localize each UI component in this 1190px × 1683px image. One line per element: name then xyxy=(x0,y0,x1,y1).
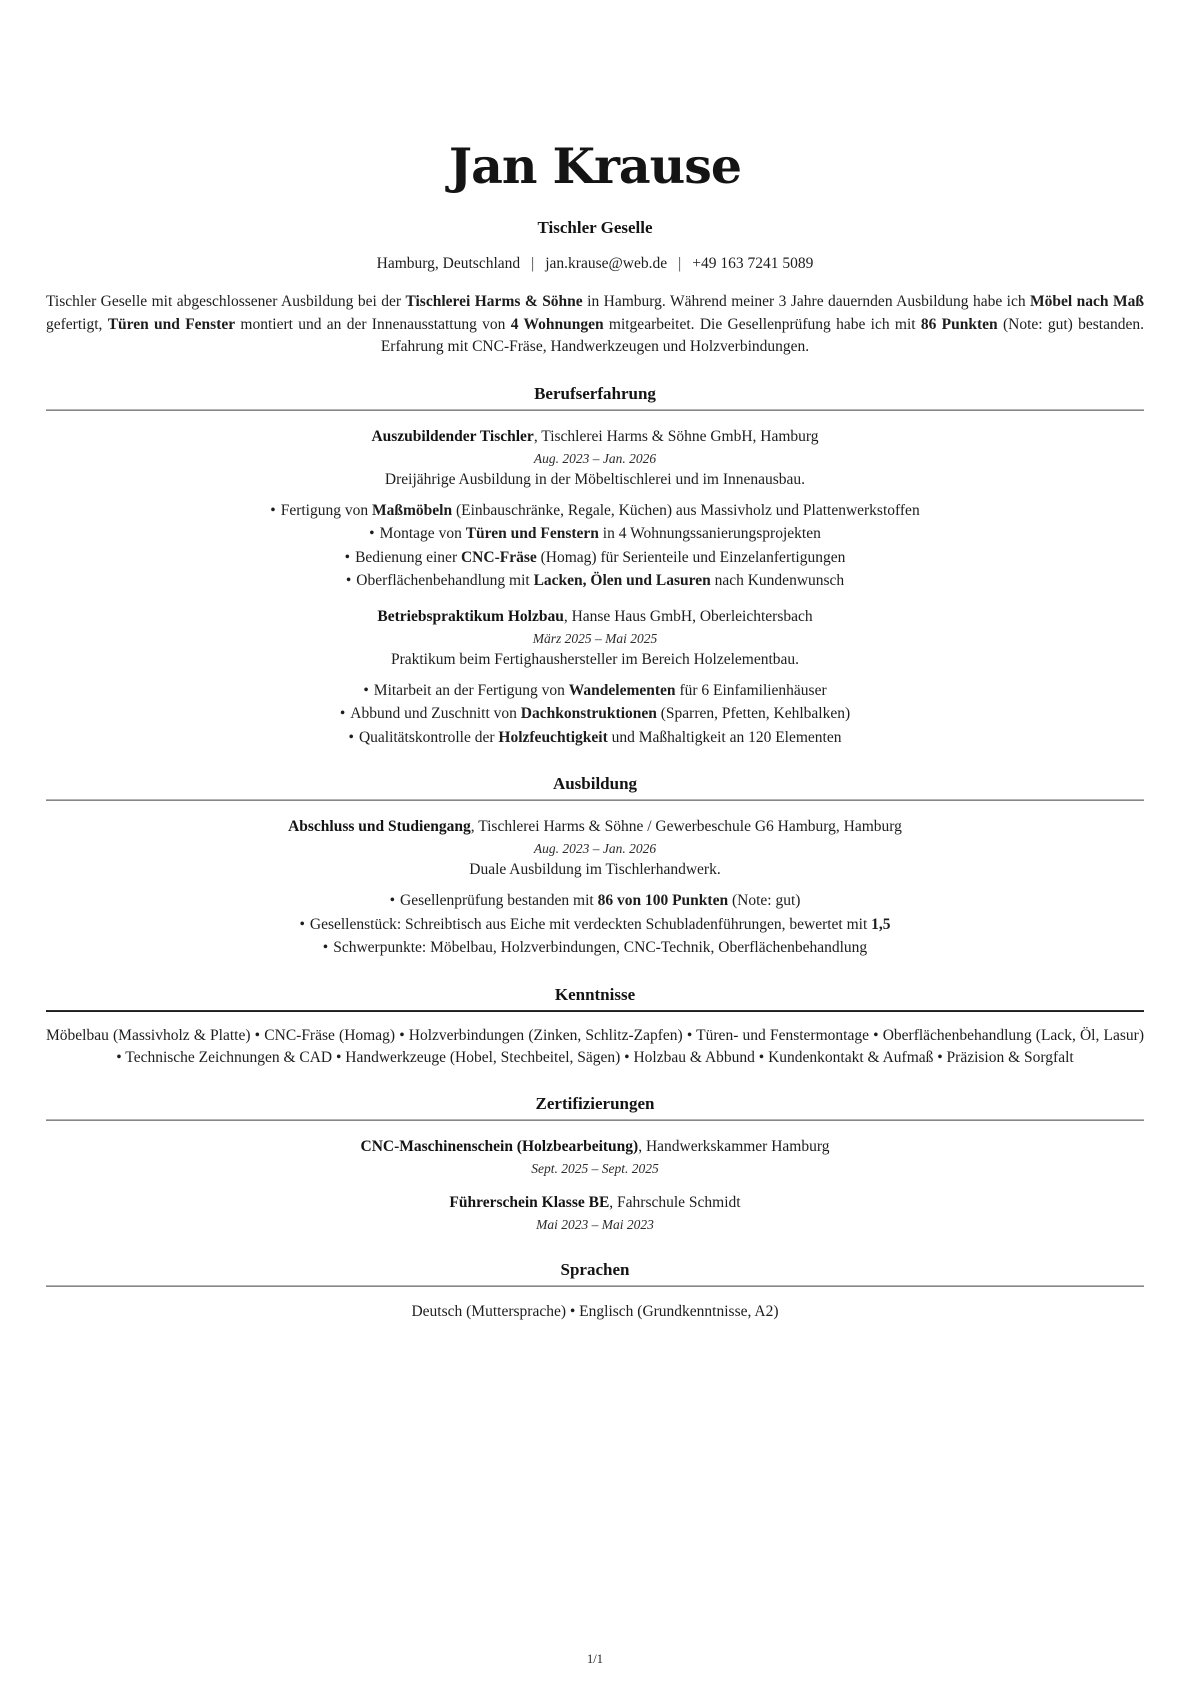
list-item xyxy=(46,726,1144,750)
bullet-text: Montage von Türen und Fenstern in 4 Wohnungssanierungsprojekten xyxy=(379,525,821,542)
bullet-list xyxy=(46,499,1144,593)
section-heading-experience: Berufserfahrung xyxy=(534,383,656,403)
entry-dates: Sept. 2025 – Sept. 2025 xyxy=(531,1160,659,1176)
bullet-glyph: • xyxy=(339,705,346,722)
bullet-text: Schwerpunkte: Möbelbau, Holzverbindungen, CNC-Technik, Oberflächenbehandlung xyxy=(333,939,868,956)
section-divider xyxy=(46,1010,1144,1012)
entry-dates: Aug. 2023 – Jan. 2026 xyxy=(533,450,657,466)
section-heading-languages: Sprachen xyxy=(560,1259,630,1279)
contact-phone: +49 163 7241 5089 xyxy=(692,255,814,272)
bullet-text: Gesellenstück: Schreibtisch aus Eiche mit verdeckten Schubladenführungen, bewertet mit 1,5 xyxy=(309,915,891,933)
bullet-text: Fertigung von Maßmöbeln (Einbauschränke, Regale, Küchen) aus Massivholz und Plattenwerkstoffen xyxy=(280,501,920,519)
section-divider xyxy=(46,1285,1144,1287)
bullet-glyph: • xyxy=(363,681,369,699)
entry-org: , Tischlerei Harms & Söhne GmbH, Hamburg xyxy=(533,427,819,445)
education-entry xyxy=(46,816,1144,960)
contact-line xyxy=(46,255,1144,273)
entry-org: , Handwerkskammer Hamburg xyxy=(638,1137,830,1155)
entry-dates: Mai 2023 – Mai 2023 xyxy=(536,1216,654,1232)
bullet-glyph: • xyxy=(348,728,354,746)
certification-entry xyxy=(46,1192,1144,1235)
certification-entry xyxy=(46,1136,1144,1179)
bullet-text: Abbund und Zuschnitt von Dachkonstruktionen (Sparren, Pfetten, Kehlbalken) xyxy=(350,705,851,722)
bullet-glyph: • xyxy=(270,501,276,519)
section-divider xyxy=(46,799,1144,801)
section-heading-education: Ausbildung xyxy=(552,774,638,793)
entry-role: Führerschein Klasse BE xyxy=(449,1193,610,1211)
section-heading-skills: Kenntnisse xyxy=(554,984,636,1004)
contact-separator: | xyxy=(678,255,682,272)
section-divider xyxy=(46,409,1144,411)
list-item xyxy=(46,546,1144,570)
entry-role: Auszubildender Tischler xyxy=(371,427,534,445)
section-languages xyxy=(46,1259,1144,1323)
entry-dates: März 2025 – Mai 2025 xyxy=(532,630,658,646)
contact-location: Hamburg, Deutschland xyxy=(376,255,521,272)
bullet-glyph: • xyxy=(369,525,375,542)
entry-dates: Aug. 2023 – Jan. 2026 xyxy=(533,841,657,856)
section-education xyxy=(46,773,1144,960)
list-item xyxy=(46,679,1144,703)
list-item xyxy=(46,522,1144,546)
entry-role: Betriebspraktikum Holzbau xyxy=(377,607,564,625)
bullet-list xyxy=(46,679,1144,750)
section-skills xyxy=(46,984,1144,1069)
bullet-text: Qualitätskontrolle der Holzfeuchtigkeit und Maßhaltigkeit an 120 Elementen xyxy=(358,728,842,746)
bullet-text: Gesellenprüfung bestanden mit 86 von 100 Punkten (Note: gut) xyxy=(400,892,801,909)
section-experience xyxy=(46,383,1144,750)
contact-separator: | xyxy=(531,255,535,272)
bullet-glyph: • xyxy=(389,892,396,909)
entry-title xyxy=(46,1192,1144,1214)
section-divider xyxy=(46,1119,1144,1121)
languages-list: Deutsch (Muttersprache) • Englisch (Grundkenntnisse, A2) xyxy=(411,1302,779,1320)
entry-role: CNC-Maschinenschein (Holzbearbeitung) xyxy=(360,1137,639,1155)
bullet-glyph: • xyxy=(345,572,352,589)
bullet-glyph: • xyxy=(299,915,305,933)
skills-list: Möbelbau (Massivholz & Platte) • CNC-Fräse (Homag) • Holzverbindungen (Zinken, Schlitz-Zapfen) • Türen- und Fenstermontage • Oberflächenbehandlung (Lack, Öl, Lasur) • Technische Zeichnungen & CAD • Handwerkzeuge (Hobel, Stechbeitel, Sägen) • Holzbau & Abbund • Kundenkontakt & Aufmaß • Präzision & Sorgfalt xyxy=(46,1026,1144,1066)
list-item xyxy=(46,499,1144,523)
entry-description: Praktikum beim Fertighaushersteller im Bereich Holzelementbau. xyxy=(390,650,800,668)
section-certifications xyxy=(46,1093,1144,1235)
entry-description: Dreijährige Ausbildung in der Möbeltischlerei und im Innenausbau. xyxy=(384,470,806,488)
entry-role: Abschluss und Studiengang xyxy=(288,818,471,835)
entry-title xyxy=(46,606,1144,628)
entry-title xyxy=(46,1136,1144,1158)
summary-paragraph: Tischler Geselle mit abgeschlossener Ausbildung bei der Tischlerei Harms & Söhne in Hamburg. Während meiner 3 Jahre dauernden Ausbildung habe ich Möbel nach Maß gefertigt, Türen und Fenster montiert und an der Innenausstattung von 4 Wohnungen mitgearbeitet. Die Gesellenprüfung habe ich mit 86 Punkten (Note: gut) bestanden. Erfahrung mit CNC-Fräse, Handwerkzeugen und Holzverbindungen. xyxy=(46,293,1144,355)
entry-title xyxy=(46,816,1144,838)
bullet-text: Oberflächenbehandlung mit Lacken, Ölen und Lasuren nach Kundenwunsch xyxy=(356,572,845,589)
entry-org: , Fahrschule Schmidt xyxy=(609,1193,741,1211)
bullet-glyph: • xyxy=(322,939,329,956)
entry-org: , Tischlerei Harms & Söhne / Gewerbeschule G6 Hamburg, Hamburg xyxy=(470,818,902,835)
list-item xyxy=(46,913,1144,937)
list-item xyxy=(46,702,1144,726)
bullet-list xyxy=(46,889,1144,960)
experience-entry xyxy=(46,606,1144,750)
entry-title xyxy=(46,426,1144,448)
person-name: Jan Krause xyxy=(448,137,742,195)
entry-description: Duale Ausbildung im Tischlerhandwerk. xyxy=(469,861,721,878)
bullet-text: Mitarbeit an der Fertigung von Wandelementen für 6 Einfamilienhäuser xyxy=(373,681,827,699)
bullet-glyph: • xyxy=(344,548,351,566)
page-number: 1/1 xyxy=(587,1652,603,1666)
contact-email: jan.krause@web.de xyxy=(545,255,668,272)
list-item xyxy=(46,889,1144,913)
experience-entry xyxy=(46,426,1144,593)
bullet-text: Bedienung einer CNC-Fräse (Homag) für Serienteile und Einzelanfertigungen xyxy=(355,548,846,566)
list-item xyxy=(46,569,1144,593)
section-heading-certifications: Zertifizierungen xyxy=(535,1093,655,1113)
list-item xyxy=(46,936,1144,960)
entry-org: , Hanse Haus GmbH, Oberleichtersbach xyxy=(563,607,813,625)
person-title: Tischler Geselle xyxy=(537,218,653,237)
